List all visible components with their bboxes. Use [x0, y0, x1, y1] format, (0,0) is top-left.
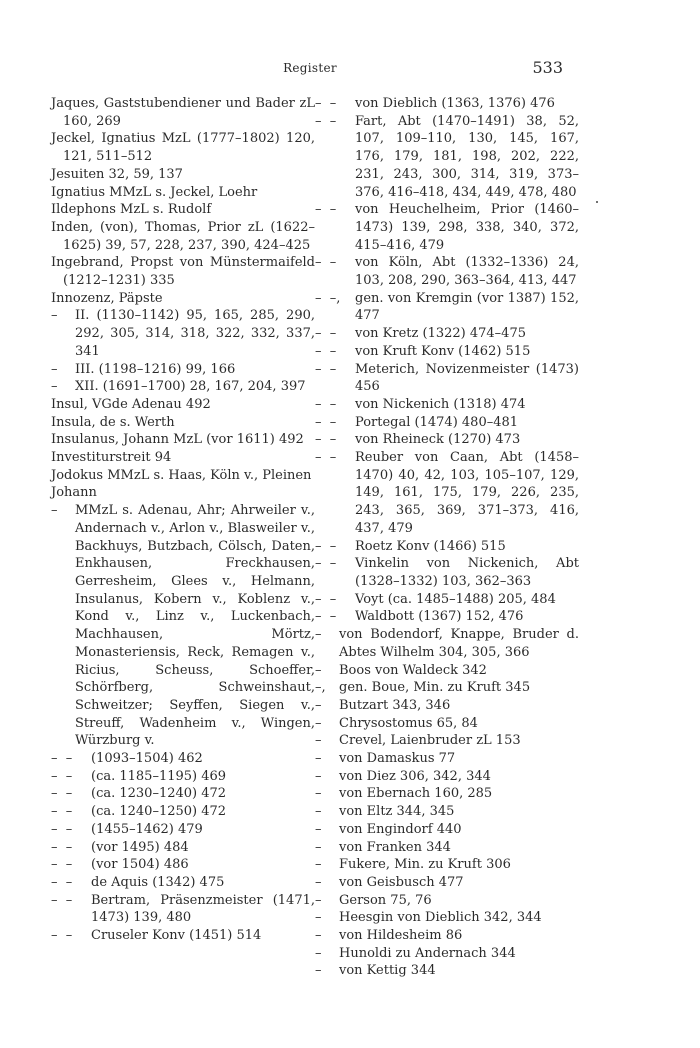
entry-dash: – – [51, 874, 73, 890]
entry-dash: – – [315, 96, 337, 111]
entry-text: Jeckel, Ignatius MzL (1777–1802) 120, 121, 511–512 [51, 131, 315, 165]
index-entry [315, 750, 579, 768]
index-entry [315, 113, 579, 202]
entry-dash: – [315, 715, 322, 731]
entry-text: (1093–1504) 462 [91, 751, 203, 767]
entry-text: gen. Boue, Min. zu Kruft 345 [339, 680, 531, 696]
entry-dash: – [315, 751, 322, 767]
entry-text: von Geisbusch 477 [339, 874, 464, 890]
index-entry [51, 414, 315, 432]
entry-dash: – [315, 857, 322, 873]
index-entry [51, 290, 315, 308]
entry-dash: – – [315, 202, 337, 218]
entry-text: XII. (1691–1700) 28, 167, 204, 397 [75, 379, 306, 395]
index-entry [51, 307, 315, 360]
entry-dash: – – [315, 609, 337, 625]
entry-dash: – – [51, 892, 73, 908]
entry-text: Boos von Waldeck 342 [339, 662, 487, 678]
entry-text: von Nickenich (1318) 474 [355, 396, 526, 412]
entry-text: von Kettig 344 [339, 963, 436, 979]
index-entry [51, 166, 315, 184]
entry-dash: – – [51, 821, 73, 837]
entry-text: Ildephons MzL s. Rudolf [51, 202, 212, 218]
index-entry [315, 821, 579, 839]
index-entry [315, 927, 579, 945]
index-entry [315, 608, 579, 626]
entry-text: Johann [51, 485, 97, 501]
entry-dash: – [315, 910, 322, 926]
entry-dash: – – [51, 786, 73, 802]
index-entry [51, 254, 315, 289]
index-entry [315, 431, 579, 449]
entry-text: Heesgin von Dieblich 342, 344 [339, 910, 542, 926]
entry-text: Butzart 343, 346 [339, 697, 451, 713]
entry-dash: – – [315, 113, 337, 129]
page-number: 533 [532, 58, 563, 77]
index-entry [315, 290, 579, 325]
index-entry [51, 892, 315, 927]
entry-text: MMzL s. Adenau, Ahr; Ahrweiler v., Andernach v., Arlon v., Blasweiler v., Backhuys, Butzbach, Cölsch, Daten, Enkhausen, Freckhausen, Gerresheim, Glees v., Helmann, Insulanus, Kobern v., Koblenz v., Kond v., Linz v., Luckenbach, Machhausen, Mörtz, Monasteriensis, Reck, Remagen v., Ricius, Scheuss, Schoeffer, Schörfberg, Schweinshaut, Schweitzer; Seyffen, Siegen v., Streuff, Wadenheim v., Wingen, Würzburg v. [75, 503, 315, 749]
index-entry [51, 768, 315, 786]
entry-text: Insulanus, Johann MzL (vor 1611) 492 [51, 432, 304, 448]
entry-text: von Damaskus 77 [339, 751, 456, 767]
entry-text: Insula, de s. Werth [51, 414, 175, 430]
entry-text: Insul, VGde Adenau 492 [51, 396, 211, 412]
entry-text: (ca. 1230–1240) 472 [91, 786, 227, 802]
entry-text: Inden, (von), Thomas, Prior zL (1622–1625) 39, 57, 228, 237, 390, 424–425 [51, 219, 315, 253]
index-entry [315, 679, 579, 697]
entry-text: Ingebrand, Propst von Münstermaifeld (1212–1231) 335 [51, 255, 315, 289]
entry-dash: – [51, 503, 58, 519]
index-entry [51, 874, 315, 892]
entry-text: Vinkelin von Nickenich, Abt (1328–1332) 103, 362–363 [355, 556, 579, 589]
entry-dash: – [315, 697, 322, 713]
entry-text: (ca. 1240–1250) 472 [91, 804, 227, 820]
index-entry [51, 396, 315, 414]
index-column-left [51, 95, 315, 945]
entry-dash: – – [315, 343, 337, 359]
entry-text: III. (1198–1216) 99, 166 [75, 361, 236, 377]
index-entry [315, 856, 579, 874]
entry-dash: – – [315, 450, 337, 466]
entry-text: (ca. 1185–1195) 469 [91, 768, 227, 784]
entry-dash: – [51, 308, 58, 324]
index-entry [51, 927, 315, 945]
entry-dash: – [51, 361, 58, 377]
index-entry [315, 697, 579, 715]
index-entry [315, 591, 579, 609]
index-entry [51, 502, 315, 750]
index-entry [315, 95, 579, 113]
index-entry [51, 803, 315, 821]
entry-text: Fart, Abt (1470–1491) 38, 52, 107, 109–110, 130, 145, 167, 176, 179, 181, 198, 202, 222, 231, 243, 300, 314, 319, 373–376, 416–418, 434, 449, 478, 480 [355, 113, 579, 200]
entry-text: Voyt (ca. 1485–1488) 205, 484 [355, 591, 556, 607]
index-entry [315, 662, 579, 680]
entry-text: (1455–1462) 479 [91, 821, 203, 837]
entry-dash: – – [51, 839, 73, 855]
index-entry [315, 945, 579, 963]
index-entry [315, 732, 579, 750]
index-entry [51, 130, 315, 165]
entry-dash: – – [315, 361, 337, 377]
entry-dash: – [315, 804, 322, 820]
entry-text: von Ebernach 160, 285 [339, 786, 493, 802]
index-entry [51, 219, 315, 254]
entry-text: Gerson 75, 76 [339, 892, 432, 908]
entry-text: Innozenz, Päpste [51, 290, 163, 306]
entry-dash: – [315, 821, 322, 837]
entry-text: Cruseler Konv (1451) 514 [91, 928, 262, 944]
entry-dash: – [51, 379, 58, 395]
entry-dash: – – [315, 556, 337, 572]
entry-dash: – [315, 786, 322, 802]
entry-text: Hunoldi zu Andernach 344 [339, 945, 516, 961]
index-entry [51, 484, 315, 502]
entry-text: Jodokus MMzL s. Haas, Köln v., Pleinen [51, 467, 312, 483]
entry-text: Bertram, Präsenzmeister (1471, 1473) 139, 480 [91, 892, 315, 926]
entry-dash: – – [51, 768, 73, 784]
entry-text: (vor 1504) 486 [91, 857, 189, 873]
entry-text: Reuber von Caan, Abt (1458–1470) 40, 42, 103, 105–107, 129, 149, 161, 175, 179, 226, 235, 243, 365, 369, 371–373, 416, 437, 479 [355, 450, 579, 536]
entry-text: Investiturstreit 94 [51, 450, 172, 466]
entry-text: Roetz Konv (1466) 515 [355, 538, 506, 554]
entry-text: von Heuchelheim, Prior (1460–1473) 139, 298, 338, 340, 372, 415–416, 479 [355, 202, 579, 253]
entry-dash: –, [315, 680, 326, 696]
entry-text: von Hildesheim 86 [339, 928, 463, 944]
index-entry [51, 467, 315, 485]
index-entry [315, 325, 579, 343]
entry-dash: – [315, 945, 322, 961]
entry-dash: – [315, 768, 322, 784]
entry-dash: – – [315, 326, 337, 342]
entry-dash: – [315, 627, 322, 643]
index-entry [315, 254, 579, 289]
index-entry [315, 892, 579, 910]
entry-dash: – – [51, 857, 73, 873]
index-entry [315, 785, 579, 803]
entry-text: Waldbott (1367) 152, 476 [355, 609, 524, 625]
index-entry [51, 361, 315, 379]
entry-text: de Aquis (1342) 475 [91, 874, 225, 890]
index-entry [315, 414, 579, 432]
index-entry [315, 361, 579, 396]
index-entry [315, 909, 579, 927]
entry-dash: – – [315, 255, 337, 271]
index-entry [315, 874, 579, 892]
entry-text: gen. von Kremgin (vor 1387) 152, 477 [355, 290, 579, 324]
index-entry [51, 184, 315, 202]
index-entry [51, 449, 315, 467]
index-entry [51, 431, 315, 449]
index-entry [51, 839, 315, 857]
entry-text: von Eltz 344, 345 [339, 804, 455, 820]
entry-text: von Kruft Konv (1462) 515 [355, 343, 531, 359]
entry-text: von Köln, Abt (1332–1336) 24, 103, 208, 290, 363–364, 413, 447 [355, 255, 579, 289]
index-entry [51, 785, 315, 803]
index-entry [315, 768, 579, 786]
index-column-right [315, 95, 579, 980]
entry-text: (vor 1495) 484 [91, 839, 189, 855]
entry-dash: – [315, 874, 322, 890]
index-entry [315, 715, 579, 733]
index-entry [315, 839, 579, 857]
entry-dash: – [315, 928, 322, 944]
entry-text: Jesuiten 32, 59, 137 [51, 166, 183, 182]
entry-dash: – [315, 839, 322, 855]
entry-text: von Franken 344 [339, 839, 451, 855]
index-entry [51, 821, 315, 839]
entry-dash: – – [315, 396, 337, 412]
index-entry [51, 750, 315, 768]
index-entry [315, 555, 579, 590]
entry-text: von Rheineck (1270) 473 [355, 432, 521, 448]
index-entry [315, 449, 579, 538]
entry-dash: – – [51, 928, 73, 944]
index-entry [315, 201, 579, 254]
entry-text: Crevel, Laienbruder zL 153 [339, 733, 521, 749]
index-entry [51, 856, 315, 874]
entry-text: von Bodendorf, Knappe, Bruder d. Abtes Wilhelm 304, 305, 366 [339, 627, 579, 660]
entry-dash: – – [315, 414, 337, 430]
entry-text: von Dieblich (1363, 1376) 476 [355, 96, 555, 111]
entry-dash: – – [51, 804, 73, 820]
running-header: Register [283, 61, 337, 75]
index-entry [51, 95, 315, 130]
index-entry [315, 803, 579, 821]
entry-text: Meterich, Novizenmeister (1473) 456 [355, 361, 579, 395]
entry-text: Ignatius MMzL s. Jeckel, Loehr [51, 184, 258, 200]
entry-dash: – – [315, 591, 337, 607]
entry-text: Portegal (1474) 480–481 [355, 414, 519, 430]
entry-dash: – [315, 662, 322, 678]
entry-dash: – –, [315, 290, 341, 306]
entry-text: von Kretz (1322) 474–475 [355, 326, 526, 342]
entry-dash: – – [315, 432, 337, 448]
entry-dash: – – [51, 751, 73, 767]
index-entry [315, 343, 579, 361]
entry-dash: – [315, 892, 322, 908]
index-entry [315, 626, 579, 661]
entry-dash: – – [315, 538, 337, 554]
index-entry [315, 962, 579, 980]
entry-text: II. (1130–1142) 95, 165, 285, 290, 292, 305, 314, 318, 322, 332, 337, 341 [75, 308, 315, 359]
entry-text: von Engindorf 440 [339, 821, 462, 837]
index-entry [315, 538, 579, 556]
entry-dash: – [315, 963, 322, 979]
index-entry [51, 378, 315, 396]
stray-dot-mark [596, 201, 598, 203]
entry-text: Chrysostomus 65, 84 [339, 715, 478, 731]
entry-text: Fukere, Min. zu Kruft 306 [339, 857, 511, 873]
index-entry [315, 396, 579, 414]
entry-text: von Diez 306, 342, 344 [339, 768, 491, 784]
entry-dash: – [315, 733, 322, 749]
entry-text: Jaques, Gaststubendiener und Bader zL 160, 269 [51, 96, 315, 129]
index-entry [51, 201, 315, 219]
